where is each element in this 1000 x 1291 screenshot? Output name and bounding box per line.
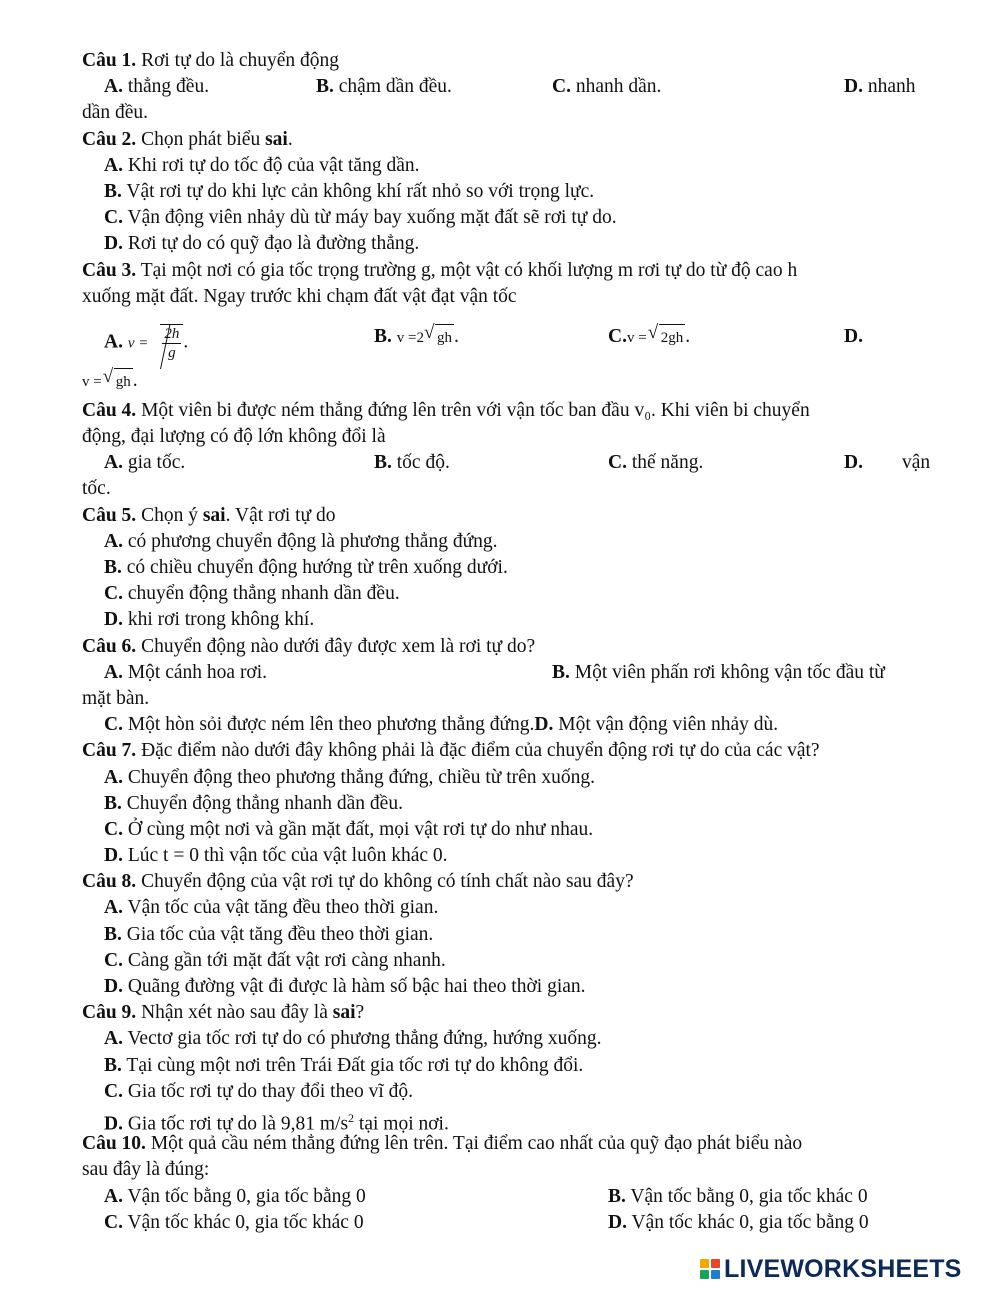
question-4-options bbox=[82, 450, 938, 476]
option-a: A. có phương chuyển động là phương thẳng đứng. bbox=[104, 530, 498, 552]
option-a: A. Một cánh hoa rơi. bbox=[104, 661, 268, 683]
option-d: D. Quãng đường vật đi được là hàm số bậc hai theo thời gian. bbox=[104, 976, 586, 997]
option-a: A. v = $\frac{2h}{g}$ . bbox=[104, 325, 189, 361]
option-b: B. Vận tốc bằng 0, gia tốc khác 0 bbox=[608, 1185, 868, 1207]
option-c: C. Một hòn sỏi được ném lên theo phương thẳng đứng. bbox=[104, 714, 535, 736]
option-b: B. Tại cùng một nơi trên Trái Đất gia tốc rơi tự do không đổi. bbox=[104, 1054, 584, 1076]
question-5-stem: Câu 5. Chọn ý sai. Vật rơi tự do bbox=[82, 504, 336, 526]
question-1-options bbox=[82, 74, 938, 100]
option-c: C.v =√ 2gh . bbox=[608, 324, 690, 351]
option-c: C. Vận động viên nhảy dù từ máy bay xuống mặt đất sẽ rơi tự do. bbox=[104, 207, 617, 229]
option-d-text: vận bbox=[902, 452, 931, 474]
option-c: C. Càng gần tới mặt đất vật rơi càng nhanh. bbox=[104, 949, 446, 971]
option-a: A. Chuyển động theo phương thẳng đứng, chiều từ trên xuống. bbox=[104, 766, 596, 788]
question-4-stem: Câu 4. Một viên bi được ném thẳng đứng lên trên với vận tốc ban đầu v₀. Khi viên bi chuyển bbox=[82, 399, 810, 421]
option-c: C. thế năng. bbox=[608, 452, 704, 474]
question-9-stem: Câu 9. Nhận xét nào sau đây là sai? bbox=[82, 1002, 365, 1024]
option-c: C. Ở cùng một nơi và gần mặt đất, mọi vật rơi tự do như nhau. bbox=[104, 818, 594, 840]
question-label: Câu 1. bbox=[82, 50, 137, 71]
option-a: A. thẳng đều. bbox=[104, 76, 210, 98]
option-b: B. có chiều chuyển động hướng từ trên xuống dưới. bbox=[104, 557, 508, 578]
question-10-stem: Câu 10. Một quả cầu ném thẳng đứng lên trên. Tại điểm cao nhất của quỹ đạo phát biểu nào bbox=[82, 1133, 803, 1155]
option-b: B. Vật rơi tự do khi lực cản không khí rất nhỏ so với trọng lực. bbox=[104, 180, 595, 202]
logo-squares-icon bbox=[700, 1259, 720, 1279]
option-d-continued: v =√ gh . bbox=[82, 368, 938, 398]
option-d: D. khi rơi trong không khí. bbox=[104, 609, 315, 631]
logo-text: LIVEWORKSHEETS bbox=[724, 1254, 962, 1283]
option-c: C. Vận tốc khác 0, gia tốc khác 0 bbox=[104, 1211, 364, 1233]
option-d: D. Rơi tự do có quỹ đạo là đường thẳng. bbox=[104, 233, 420, 255]
question-3-options bbox=[82, 310, 938, 368]
question-2-stem: Câu 2. Chọn phát biểu sai. bbox=[82, 128, 293, 150]
option-a: A. Khi rơi tự do tốc độ của vật tăng dần. bbox=[104, 154, 420, 176]
option-d: D. Một vận động viên nhảy dù. bbox=[534, 714, 779, 736]
option-b: B. Chuyển động thẳng nhanh dần đều. bbox=[104, 792, 403, 814]
option-d: D. nhanh bbox=[844, 76, 916, 98]
option-d: D. Vận tốc khác 0, gia tốc bằng 0 bbox=[608, 1211, 869, 1233]
option-a: A. Vectơ gia tốc rơi tự do có phương thẳng đứng, hướng xuống. bbox=[104, 1028, 602, 1050]
question-6-options-ab bbox=[82, 660, 938, 686]
question-6-options-cd bbox=[82, 712, 938, 738]
option-d: D. Lúc t = 0 thì vận tốc của vật luôn khác 0. bbox=[104, 845, 448, 867]
question-3-stem-continued: xuống mặt đất. Ngay trước khi chạm đất vật đạt vận tốc bbox=[82, 285, 517, 307]
option-d: D. bbox=[844, 452, 863, 474]
question-6-stem: Câu 6. Chuyển động nào dưới đây được xem là rơi tự do? bbox=[82, 635, 536, 657]
question-text: Rơi tự do là chuyển động bbox=[136, 50, 340, 71]
question-10-options-ab bbox=[82, 1184, 938, 1210]
question-4-stem-continued: động, đại lượng có độ lớn không đổi là bbox=[82, 426, 386, 448]
liveworksheets-logo bbox=[700, 1256, 962, 1282]
option-b-continued: mặt bàn. bbox=[82, 687, 150, 709]
option-b: B. Một viên phấn rơi không vận tốc đầu từ bbox=[552, 661, 885, 683]
question-3-stem: Câu 3. Tại một nơi có gia tốc trọng trường g, một vật có khối lượng m rơi tự do từ độ cao h bbox=[82, 259, 798, 281]
question-8-stem: Câu 8. Chuyển động của vật rơi tự do không có tính chất nào sau đây? bbox=[82, 871, 634, 893]
option-b: B. v =2√ gh . bbox=[374, 324, 459, 351]
option-d-continued: tốc. bbox=[82, 478, 111, 500]
option-a: A. gia tốc. bbox=[104, 452, 186, 474]
option-d-continued: dần đều. bbox=[82, 102, 149, 124]
option-a: A. Vận tốc bằng 0, gia tốc bằng 0 bbox=[104, 1185, 366, 1207]
question-1-stem bbox=[82, 48, 938, 74]
question-7-stem: Câu 7. Đặc điểm nào dưới đây không phải là đặc điểm của chuyển động rơi tự do của các vật? bbox=[82, 740, 820, 762]
option-b: B. chậm dần đều. bbox=[316, 76, 452, 98]
option-c: C. Gia tốc rơi tự do thay đổi theo vĩ độ. bbox=[104, 1080, 414, 1102]
question-10-options-cd bbox=[82, 1210, 938, 1236]
option-c: C. chuyển động thẳng nhanh dần đều. bbox=[104, 583, 400, 605]
option-d: D. bbox=[844, 325, 863, 347]
option-b: B. tốc độ. bbox=[374, 452, 450, 474]
option-d: D. Gia tốc rơi tự do là 9,81 $m/s^2$ tại mọi nơi. bbox=[104, 1110, 449, 1135]
worksheet bbox=[82, 48, 938, 1236]
option-a: A. Vận tốc của vật tăng đều theo thời gian. bbox=[104, 897, 439, 919]
option-c: C. nhanh dần. bbox=[552, 76, 662, 98]
option-b: B. Gia tốc của vật tăng đều theo thời gian. bbox=[104, 923, 434, 945]
question-10-stem-continued: sau đây là đúng: bbox=[82, 1159, 210, 1181]
